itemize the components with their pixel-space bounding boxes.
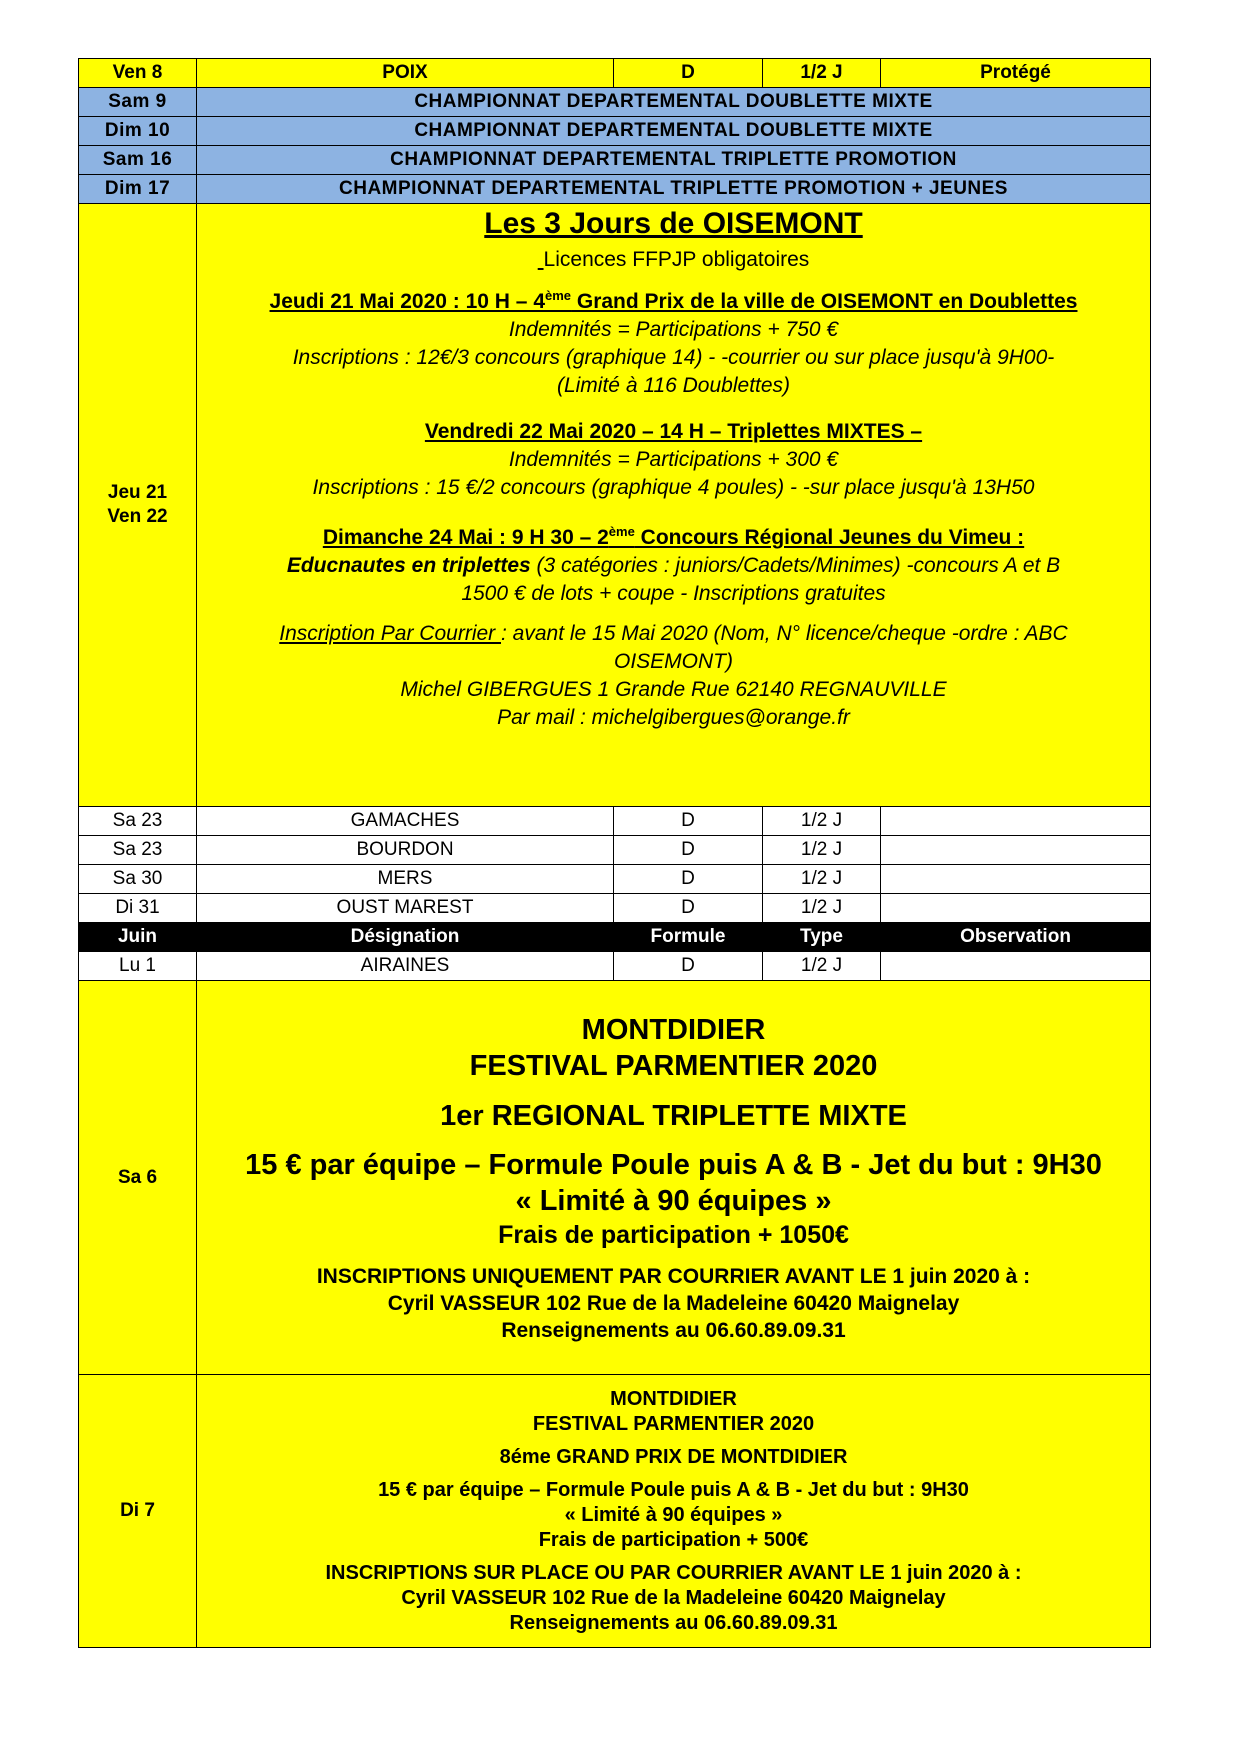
day-label: Jeu 21 [107,482,168,503]
observation-cell: Protégé [881,59,1151,88]
md1-address: Cyril VASSEUR 102 Rue de la Madeleine 60420 Maignelay [387,1291,960,1315]
day-cell: Di 7 [79,1375,197,1648]
event-1-limit: (Limité à 116 Doublettes) [556,374,791,397]
championship-title: CHAMPIONNAT DEPARTEMENTAL DOUBLETTE MIXTE [197,117,1151,146]
licence-note: ​ Licences FFPJP obligatoires [537,248,810,271]
place-cell: MERS [197,865,614,894]
inscription-mail: Inscription Par Courrier : avant le 15 Mai 2020 (Nom, N° licence/cheque -ordre : ABC OISEMONT) [279,622,1068,673]
montdidier-1-block [197,981,1151,1375]
md1-festival: FESTIVAL PARMENTIER 2020 [469,1049,878,1082]
type-cell: 1/2 J [763,807,881,836]
championship-title: CHAMPIONNAT DEPARTEMENTAL TRIPLETTE PROMOTION [197,146,1151,175]
montdidier-1-row [79,981,1151,1375]
observation-cell [881,836,1151,865]
day-cell: Sa 6 [79,981,197,1375]
md1-phone: Renseignements au 06.60.89.09.31 [501,1318,846,1342]
event-1-indemnites: Indemnités = Participations + 750 € [508,318,839,341]
formule-cell: D [614,59,763,88]
event-2-indemnites: Indemnités = Participations + 300 € [508,448,839,471]
table-row [79,807,1151,836]
md1-inscriptions: INSCRIPTIONS UNIQUEMENT PAR COURRIER AVANT LE 1 juin 2020 à : [316,1264,1031,1288]
day-label: Ven 22 [107,506,168,527]
event-2-title: Vendredi 22 Mai 2020 – 14 H – Triplettes MIXTES – [424,420,923,443]
md2-address: Cyril VASSEUR 102 Rue de la Madeleine 60420 Maignelay [401,1586,946,1609]
event-3-title: Dimanche 24 Mai : 9 H 30 – 2ème Concours Régional Jeunes du Vimeu : [322,524,1025,549]
championship-row [79,117,1151,146]
observation-cell [881,952,1151,981]
md1-limit: « Limité à 90 équipes » [515,1184,832,1217]
md2-limit: « Limité à 90 équipes » [564,1503,783,1526]
june-header-row [79,923,1151,952]
day-cell: Dim 17 [79,175,197,204]
md1-formula: 15 € par équipe – Formule Poule puis A & B - Jet du but : 9H30 [245,1148,1102,1181]
md2-fees: Frais de participation + 500€ [538,1528,809,1551]
type-cell: 1/2 J [763,952,881,981]
inscription-email: Par mail : michelgibergues@orange.fr [497,706,850,729]
event-1-title: Jeudi 21 Mai 2020 : 10 H – 4ème Grand Prix de la ville de OISEMONT en Doublettes [269,288,1078,313]
oisemont-days [79,204,197,807]
md2-phone: Renseignements au 06.60.89.09.31 [509,1611,838,1634]
day-cell: Ven 8 [79,59,197,88]
md2-city: MONTDIDIER [610,1387,737,1410]
md1-city: MONTDIDIER [581,1013,766,1046]
table-row [79,894,1151,923]
type-cell: 1/2 J [763,865,881,894]
observation-cell [881,894,1151,923]
formule-cell: D [614,807,763,836]
md1-fees: Frais de participation + 1050€ [498,1220,849,1249]
championship-title: CHAMPIONNAT DEPARTEMENTAL DOUBLETTE MIXTE [197,88,1151,117]
type-cell: 1/2 J [763,894,881,923]
oisemont-title: Les 3 Jours de OISEMONT [484,207,863,240]
header-formule: Formule [614,923,763,952]
table-row [79,865,1151,894]
day-cell: Sa 23 [79,807,197,836]
day-cell: Lu 1 [79,952,197,981]
oisemont-event-block [197,204,1151,807]
montdidier-2-block [197,1375,1151,1648]
place-cell: BOURDON [197,836,614,865]
event-3-details: Educnautes en triplettes (3 catégories : juniors/Cadets/Minimes) -concours A et B [286,554,1061,577]
day-cell: Di 31 [79,894,197,923]
md2-inscriptions: INSCRIPTIONS SUR PLACE OU PAR COURRIER AVANT LE 1 juin 2020 à : [325,1561,1022,1584]
place-cell: OUST MAREST [197,894,614,923]
day-cell: Dim 10 [79,117,197,146]
inscription-address: Michel GIBERGUES 1 Grande Rue 62140 REGNAUVILLE [400,678,947,701]
day-cell: Sa 23 [79,836,197,865]
event-1-inscriptions: Inscriptions : 12€/3 concours (graphique 14) - -courrier ou sur place jusqu'à 9H00- [292,346,1055,369]
type-cell: 1/2 J [763,836,881,865]
observation-cell [881,865,1151,894]
formule-cell: D [614,952,763,981]
event-3-prizes: 1500 € de lots + coupe - Inscriptions gratuites [461,582,886,605]
place-cell: GAMACHES [197,807,614,836]
observation-cell [881,807,1151,836]
place-cell: AIRAINES [197,952,614,981]
md2-formula: 15 € par équipe – Formule Poule puis A & B - Jet du but : 9H30 [378,1478,969,1501]
championship-row [79,146,1151,175]
header-designation: Désignation [197,923,614,952]
day-cell: Sam 16 [79,146,197,175]
md2-event: 8éme GRAND PRIX DE MONTDIDIER [499,1445,848,1468]
montdidier-2-row [79,1375,1151,1648]
type-cell: 1/2 J [763,59,881,88]
event-2-inscriptions: Inscriptions : 15 €/2 concours (graphique 4 poules) - -sur place jusqu'à 13H50 [312,476,1035,499]
championship-row [79,175,1151,204]
formule-cell: D [614,836,763,865]
championship-title: CHAMPIONNAT DEPARTEMENTAL TRIPLETTE PROMOTION + JEUNES [197,175,1151,204]
place-cell: POIX [197,59,614,88]
formule-cell: D [614,865,763,894]
table-row [79,836,1151,865]
table-row [79,952,1151,981]
day-cell: Sa 30 [79,865,197,894]
md2-festival: FESTIVAL PARMENTIER 2020 [532,1412,815,1435]
md1-event: 1er REGIONAL TRIPLETTE MIXTE [440,1099,907,1132]
table-row [79,59,1151,88]
header-type: Type [763,923,881,952]
formule-cell: D [614,894,763,923]
header-month: Juin [79,923,197,952]
championship-row [79,88,1151,117]
header-observation: Observation [881,923,1151,952]
day-cell: Sam 9 [79,88,197,117]
oisemont-row [79,204,1151,807]
competition-calendar-table [78,58,1151,1648]
